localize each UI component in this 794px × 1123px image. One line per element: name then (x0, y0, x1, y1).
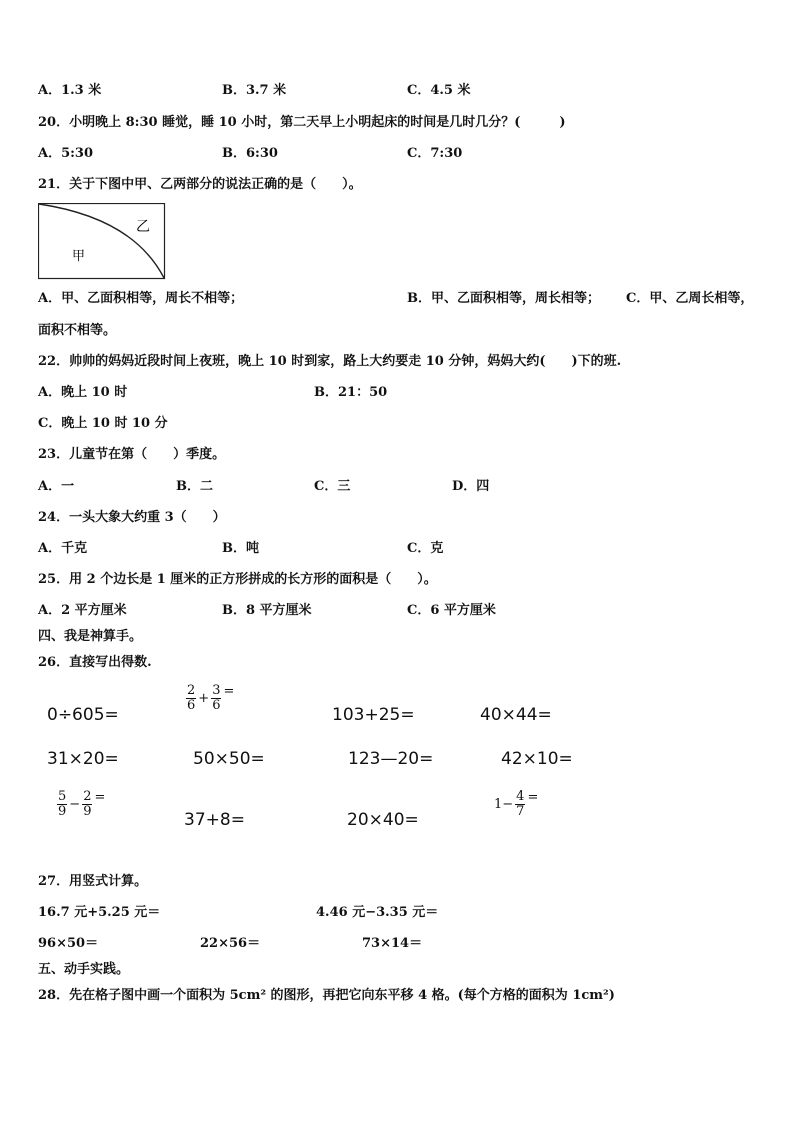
q21-rectangle (39, 204, 165, 279)
q21-option-c-cont: 面积不相等。 (38, 323, 117, 338)
q21-option-a: A．甲、乙面积相等，周长不相等； (38, 291, 244, 306)
q21-label-jia: 甲 (72, 249, 86, 264)
q26-text: 26．直接写出得数. (38, 655, 152, 670)
q20-option-b: B．6:30 (222, 146, 278, 161)
q27-item-1: 16.7 元+5.25 元＝ (38, 905, 161, 920)
q27-text: 27．用竖式计算。 (38, 874, 148, 889)
q24-text: 24．一头大象大约重 3（ ） (38, 510, 226, 525)
q25-option-c: C．6 平方厘米 (407, 603, 496, 618)
q21-text: 21．关于下图中甲、乙两部分的说法正确的是（ ）。 (38, 177, 362, 192)
q19-option-c: C．4.5 米 (407, 83, 471, 98)
q21-figure (38, 203, 166, 280)
q28-text: 28．先在格子图中画一个面积为 5cm² 的图形，再把它向东平移 4 格。(每个方格的面积为 1cm²) (38, 988, 615, 1003)
q22-option-b: B．21：50 (314, 385, 388, 400)
q22-option-a: A．晚上 10 时 (38, 385, 128, 400)
section-5-heading: 五、动手实践。 (38, 962, 130, 977)
q27-item-4: 22×56＝ (200, 936, 261, 951)
q21-option-b: B．甲、乙面积相等，周长相等； (407, 291, 600, 306)
q21-label-yi: 乙 (136, 219, 150, 235)
q19-option-b: B．3.7 米 (222, 83, 287, 98)
q19-option-a: A．1.3 米 (38, 83, 102, 98)
q23-text: 23．儿童节在第（ ）季度。 (38, 447, 226, 462)
q21-curve (39, 204, 164, 278)
section-4-heading: 四、我是神算手。 (38, 629, 143, 644)
q26-item-123-minus-20: 123—20= (348, 749, 434, 769)
q26-item-42-times-10: 42×10= (501, 749, 573, 769)
q23-option-a: A．一 (38, 479, 75, 494)
q26-fraction-expr-1: $\frac{2}{6}$ + $\frac{3}{6}$ = (187, 683, 235, 713)
q26-fraction-expr-2: $\frac{5}{9}$ − $\frac{2}{9}$ = (58, 789, 106, 819)
q20-option-a: A．5:30 (38, 146, 94, 161)
q23-option-b: B．二 (176, 479, 213, 494)
q23-option-d: D．四 (452, 479, 490, 494)
q26-item-37-plus-8: 37+8= (184, 810, 245, 830)
q26-item-40-times-44: 40×44= (480, 705, 552, 725)
q22-option-c: C．晚上 10 时 10 分 (38, 416, 168, 431)
q26-item-0-div-605: 0÷605= (47, 705, 119, 725)
q27-item-5: 73×14＝ (362, 936, 423, 951)
q26-item-50-times-50: 50×50= (193, 749, 265, 769)
q27-item-3: 96×50＝ (38, 936, 99, 951)
q25-option-b: B．8 平方厘米 (222, 603, 312, 618)
q26-fraction-expr-3: 1− $\frac{4}{7}$ = (494, 789, 539, 819)
q26-item-20-times-40: 20×40= (347, 810, 419, 830)
q25-text: 25．用 2 个边长是 1 厘米的正方形拼成的长方形的面积是（ ）。 (38, 572, 437, 587)
q26-item-31-times-20: 31×20= (47, 749, 119, 769)
q24-option-a: A．千克 (38, 541, 88, 556)
q22-text: 22．帅帅的妈妈近段时间上夜班，晚上 10 时到家，路上大约要走 10 分钟，妈妈大约( )下的班. (38, 354, 622, 369)
q26-item-103-plus-25: 103+25= (332, 705, 415, 725)
q23-option-c: C．三 (314, 479, 351, 494)
q20-option-c: C．7:30 (407, 146, 463, 161)
q20-text: 20．小明晚上 8:30 睡觉，睡 10 小时，第二天早上小明起床的时间是几时几分？( ) (38, 115, 566, 130)
q21-option-c: C．甲、乙周长相等， (626, 291, 754, 306)
q24-option-c: C．克 (407, 541, 444, 556)
q25-option-a: A．2 平方厘米 (38, 603, 127, 618)
q24-option-b: B．吨 (222, 541, 259, 556)
q27-item-2: 4.46 元−3.35 元＝ (316, 905, 439, 920)
